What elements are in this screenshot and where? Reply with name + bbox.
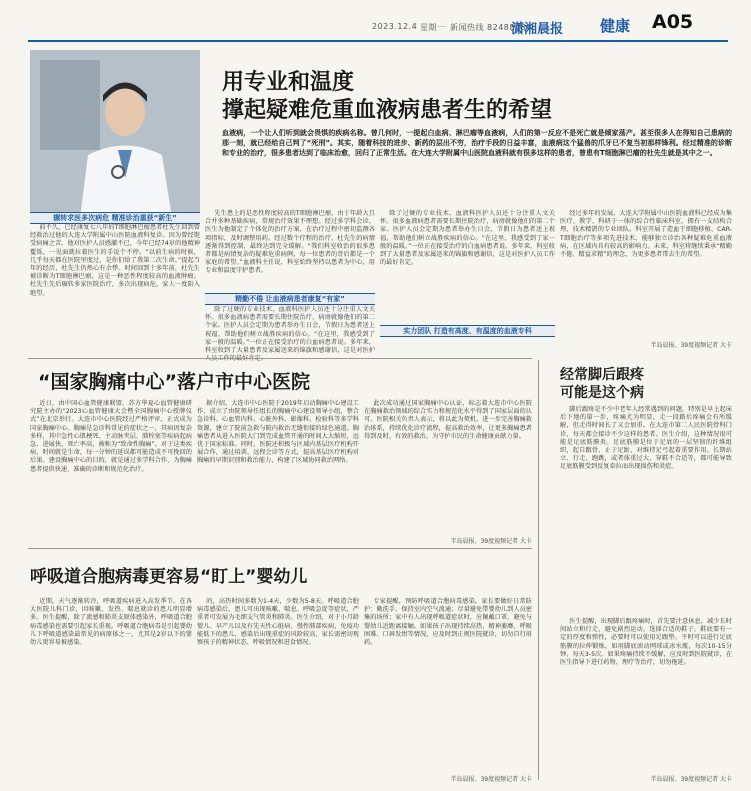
column-divider [538,360,539,780]
header-hotline: 新闻热线 82488888 [450,23,532,32]
article1-col2: 先生患上的是恶性程度较高的T细胞淋巴瘤，由于年龄大且合并多种基础疾病，常规治疗效果不理想。经过多学科会诊，医生为他制定了个体化的治疗方案，在治疗过程中密切监测各项指标，及时调整用药。经过数个疗程的治疗，杜先生的病情逐渐得到控制，最终达到完全缓解。“我们科室收治的很多患者都是病情复杂的疑难危重病例，每一位患者的背后都是一个家庭的希望。”血液科主任说，科室始终坚持以患者为中心，用专业和温度守护患者。 [205,210,375,275]
article4-title-line2: 可能是这个病 [560,385,644,401]
article1-col3: 除了过硬的专业技术，血液科医护人员还十分注重人文关怀。很多血液病患者需要长期住院治疗，病房就像他们的第二个家。医护人员会定期为患者举办生日会，节假日为患者送上祝福，帮助他们树立战胜疾病的信心。“在这里，我感受到了家一般的温暖。”一位正在接受治疗的白血病患者说。多年来，科室收到了大量患者及家属送来的锦旗和感谢信，这是对医护人员工作的最好肯定。 [380,210,555,267]
article1-kicker2: 精勤不倦 让血液病患者康复“有家” [205,293,375,305]
article3-col2: 的，高热时间多数为1-4天，少数为5-8天。呼吸道合胞病毒感染后，患儿可出现咳嗽、喘息、呼吸急促等症状，严重者可发展为毛细支气管炎和肺炎。医生介绍，对于小月龄婴儿、早产儿以及有先天性心脏病、慢性肺部疾病、免疫功能低下的患儿，感染后出现重症的风险较高，家长需密切观察孩子的精神状态、呼吸情况和进食情况。 [197,598,359,647]
page-number: A05 [652,11,694,33]
article3-col3: 专家提醒，预防呼吸道合胞病毒感染，家长要做好日常防护：勤洗手，保持室内空气流通；尽量避免带婴幼儿到人员密集的场所；家中有人出现呼吸道症状时，应佩戴口罩，避免与婴幼儿近距离接触。如果孩子出现持续高热、精神萎靡、呼吸困难、口唇发绀等情况，应及时到正规医院就诊，切勿自行用药。 [364,598,532,647]
doctor-illustration-icon [30,50,200,218]
newspaper-logo: 潇湘晨报 [511,22,564,37]
article3-col1: 近期，天气逐渐转冷，呼吸道疾病进入高发季节。在各大医院儿科门诊，因咳嗽、发热、喘息就诊的患儿明显增多。医生提醒，除了流感和肺炎支原体感染外，呼吸道合胞病毒感染也需要引起家长重视。呼吸道合胞病毒是引起婴幼儿下呼吸道感染最常见的病原体之一，尤其是2岁以下的婴幼儿更容易被感染。 [30,598,192,647]
page-header [0,0,751,44]
article1-title-line1: 用专业和温度 [222,70,355,95]
header-rule [28,40,728,42]
section-name: 健康 [600,17,631,35]
article3-byline: 半岛晨报、39度视频记者 大卡 [450,776,532,783]
article1-kicker3: 实力团队 打造有高度、有温度的血液专科 [380,325,555,337]
article1-col2b: 除了过硬的专业技术，血液科医护人员还十分注重人文关怀。很多血液病患者需要长期住院治疗，病房就像他们的第二个家。医护人员会定期为患者举办生日会，节假日为患者送上祝福，帮助他们树立战胜疾病的信心。“在这里，我感受到了家一般的温暖。”一位正在接受治疗的白血病患者说。多年来，科室收到了大量患者及家属送来的锦旗和感谢信，这是对医护 [205,306,375,355]
article1-byline: 半岛晨报、39度视频记者 大卡 [650,342,732,349]
article1-kicker1: 辗转求医多次病危 精准诊治重获“新生” [30,212,200,224]
section-divider-2 [28,548,532,549]
article2-byline: 半岛晨报、39度视频记者 大卡 [450,538,532,545]
article3-title: 呼吸道合胞病毒更容易“盯上”婴幼儿 [30,567,308,587]
article4-byline: 半岛晨报、39度视频记者 大卡 [650,776,732,783]
article1-title-line2: 撑起疑难危重血液病患者生的希望 [222,98,553,123]
article2-col1: 近日，由中国心血管健康联盟、苏方华夏心血管健康研究院主办的“2023心血管健康大会暨全国胸痛中心授牌仪式”在北京举行。大连市中心医院经过严格评审，正式成为国家胸痛中心。胸痛是急诊科常见的症状之一，其病因复杂多样，其中急性心肌梗死、主动脉夹层、肺栓塞等疾病起病急、进展快、死亡率高，被称为“致命性胸痛”。对于这类疾病，时间就是生命，每一分钟的延误都可能造成不可挽回的后果。建设胸痛中心的目的，就是通过多学科合作，为胸痛患者提供快速、准确的诊断和规范化治疗。 [30,400,192,473]
article2-col3: 此次成功通过国家胸痛中心认证，标志着大连市中心医院在胸痛救治领域的综合实力和规范化水平得到了国家层面的认可。医院相关负责人表示，将以此为契机，进一步完善胸痛救治体系，持续优化诊疗流程，提高救治效率，让更多胸痛患者得到及时、有效的救治，为守护市民的生命健康贡献力量。 [364,400,532,440]
header-weekday: 星期一 [420,23,446,32]
article4-col1: 脚后跟疼是不少中老年人经常遇到的问题，特别是早上起床后下地的第一步，疼痛尤为明显，走一段路后疼痛会有所缓解，但走得时间长了又会加重。在大连市第二人民医院骨科门诊，每天都会接诊不少这样的患者。医生介绍，这种情况很可能是足底筋膜炎。足底筋膜是位于足底的一层坚韧的纤维组织，起自跟骨，止于足趾，对维持足弓起着重要作用。长期站立、行走、跑跳，或者体重过大、穿鞋不合适等，都可能导致足底筋膜受到反复牵拉而出现损伤和炎症。 [560,406,732,471]
doctor-photo [30,50,200,218]
article1-col1: 前不久，已经康复七八年的T细胞淋巴瘤患者杜先生回到曾经救治过他的大连大学附属中山医院血液科复诊。因为曾经饱受病痛之苦，他对医护人员感激不已，今年已经74岁的他精神矍铄，一见面就拉着医生的手说个不停。“以前生病的时候，几乎每天都在医院里度过，是你们给了我第二次生命。”提起当年的经历，杜先生仍然心有余悸。时间回到十多年前，杜先生被诊断为T细胞淋巴瘤，这是一种恶性程度较高的血液肿瘤。杜先生先后辗转多家医院治疗，多次出现病危，家人一度陷入绝望。 [30,224,200,297]
section-divider-1 [28,358,532,359]
article2-col2: 据介绍，大连市中心医院于2019年启动胸痛中心建设工作，成立了由院领导任组长的胸痛中心建设领导小组，整合急诊科、心血管内科、心脏外科、影像科、检验科等多学科资源，建立了院前急救与院内救治无缝衔接的绿色通道。胸痛患者从进入医院大门到完成血管开通的时间大大缩短，远优于国家标准。同时，医院还积极与区域内基层医疗机构开展合作，通过培训、远程会诊等方式，提高基层医疗机构对胸痛的早期识别和救治能力，构建了区域协同救治网络。 [197,400,359,465]
article1-lead: 血液病，一个让人们听到就会畏惧的疾病名称。曾几何时，一提起白血病、淋巴瘤等血液病，人们的第一反应不是死亡就是倾家荡产。甚至很多人在得知自己患病的那一刻，就已经给自己判了“死刑”。其实，随着科技的进步、新药的层出不穷，治疗手段的日益丰富，血液病这个猛兽的爪牙已不复当初那样锋利。经过精准的诊断和专业的治疗，很多患者达到了临床治愈，回归了正常生活。在大连大学附属中山医院血液科就有很多这样的患者，曾患有T细胞淋巴瘤的杜先生就是其中之一。 [222,129,732,157]
article4-col2: 医生提醒，出现脚后跟疼痛时，首先要注意休息，减少长时间站立和行走，避免剧烈运动。选择合适的鞋子，鞋底要有一定的厚度和弹性，必要时可以使用足跟垫。平时可以进行足底筋膜的拉伸锻炼，如用脚底滚动网球或冰水瓶，每次10-15分钟，每天3-5次。如果疼痛持续不缓解，应及时到医院就诊，在医生指导下进行药物、理疗等治疗，切勿拖延。 [560,618,732,667]
article4-title-line1: 经常脚后跟疼 [560,367,644,383]
article1-col4: 经过多年的发展，大连大学附属中山医院血液科已经成为集医疗、教学、科研于一体的综合性临床科室，拥有一支结构合理、技术精湛的专业团队。科室开展了造血干细胞移植、CAR-T细胞治疗等多项先进技术，能够独立诊治各种疑难危重血液病，在区域内具有较高的影响力。未来，科室将继续秉承“精勤不倦、精益求精”的理念，为更多患者带去生的希望。 [560,210,732,259]
header-date: 2023.12.4 [372,22,418,31]
article2-title: “国家胸痛中心”落户市中心医院 [38,371,310,393]
